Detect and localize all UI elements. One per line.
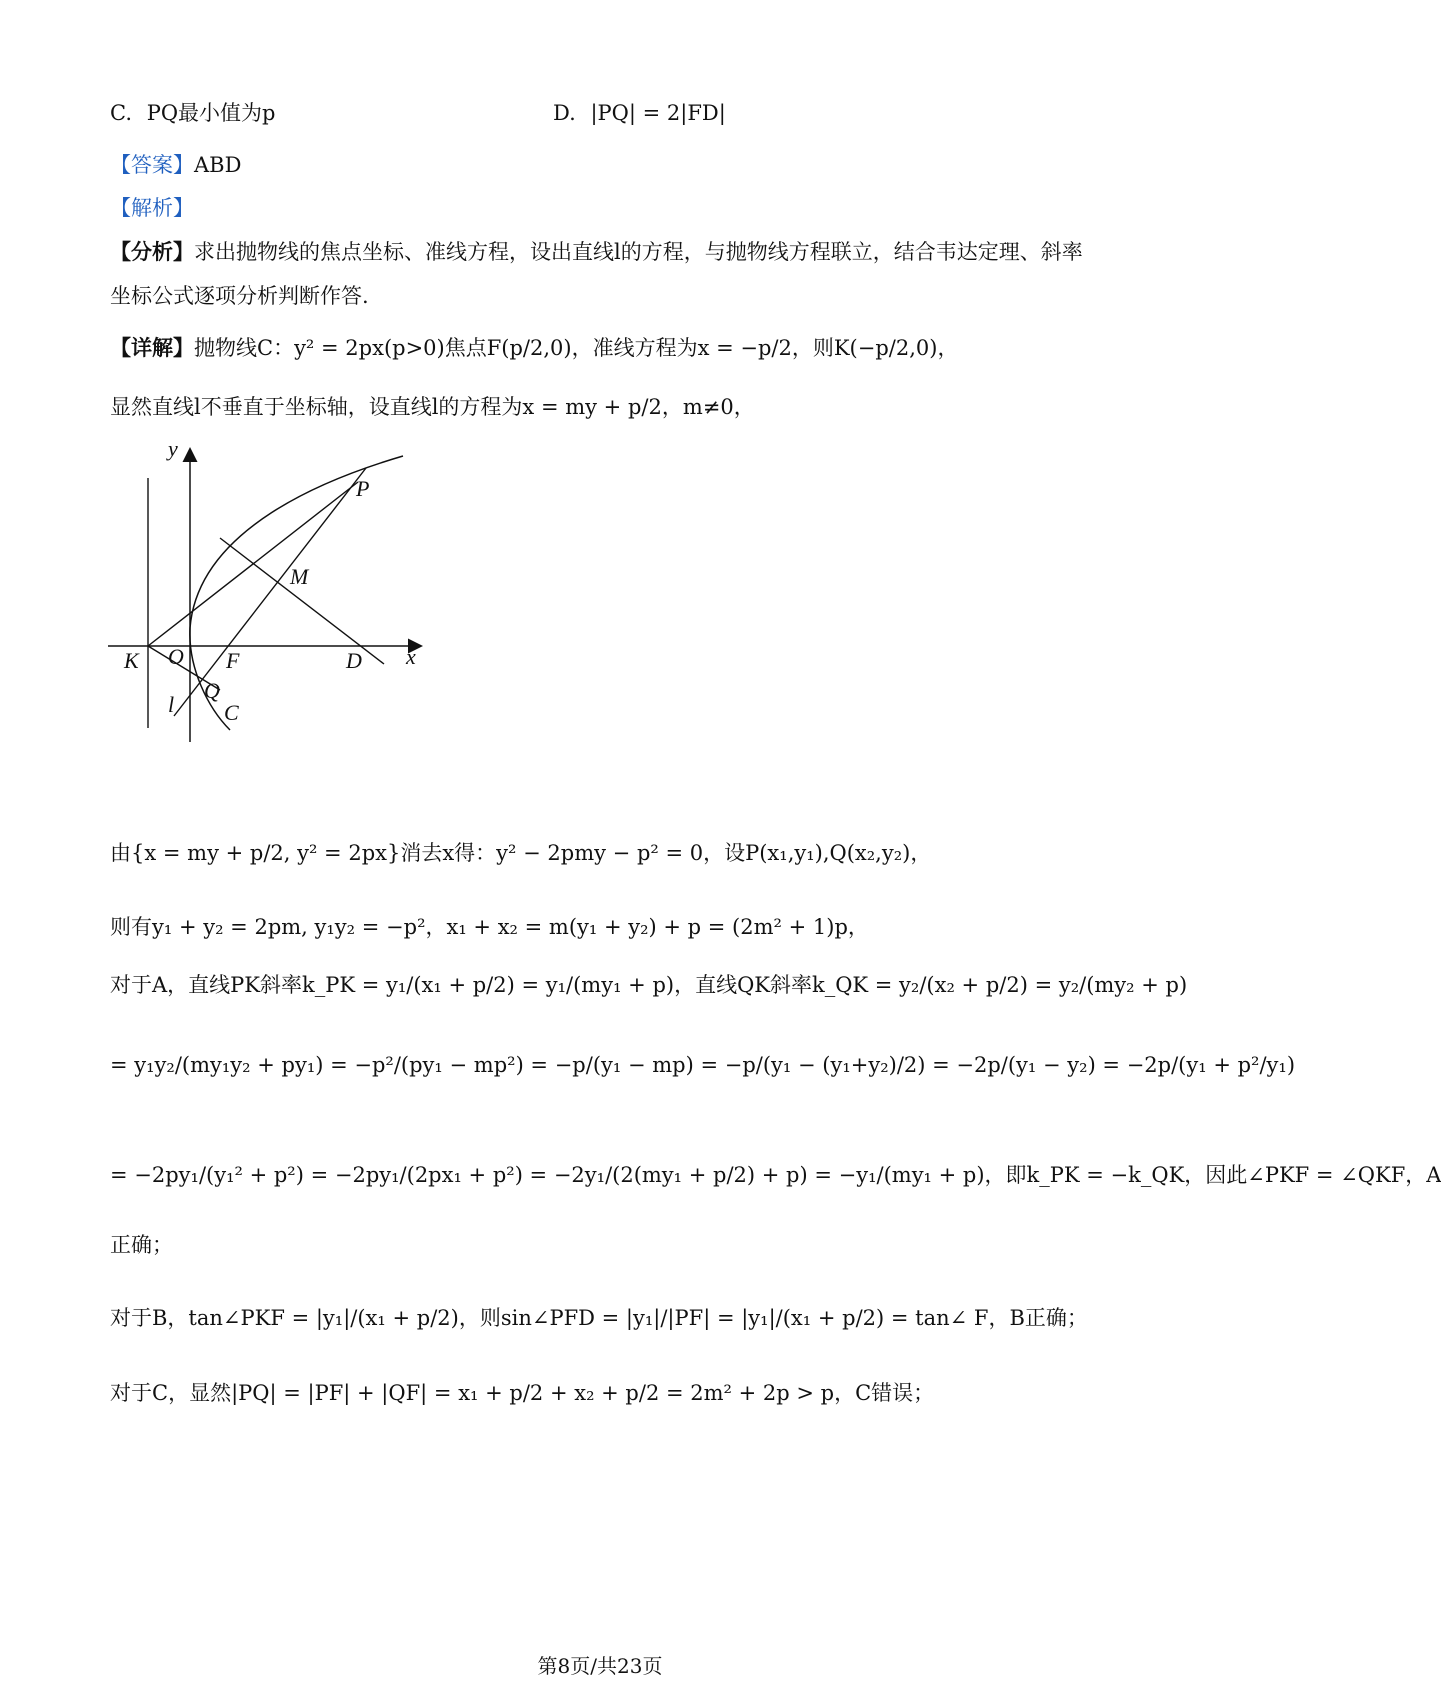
- option-c-label: C.: [110, 101, 132, 125]
- fenxi-text-2: 坐标公式逐项分析判断作答.: [110, 284, 369, 308]
- label-k: K: [124, 648, 139, 673]
- label-d: D: [346, 648, 362, 673]
- detail-system-text: 由{x = my + p/2, y² = 2px}消去x得：y² − 2pmy − p² = 0，设P(x₁,y₁),Q(x₂,y₂)，: [110, 841, 932, 865]
- detail-vieta: [110, 912, 869, 942]
- parabola-figure: [108, 436, 468, 808]
- detail-b-line: [110, 1303, 1088, 1333]
- option-d: [553, 98, 726, 128]
- label-l: l: [168, 692, 175, 717]
- detail-c-text: 对于C，显然|PQ| = |PF| + |QF| = x₁ + p/2 + x₂ + p/2 = 2m² + 2p > p，C错误；: [110, 1381, 935, 1405]
- detail-vieta-text: 则有y₁ + y₂ = 2pm, y₁y₂ = −p²，x₁ + x₂ = m(y₁ + y₂) + p = (2m² + 1)p，: [110, 915, 869, 939]
- detail-a-text-3: = −2py₁/(y₁² + p²) = −2py₁/(2px₁ + p²) = −2y₁/(2(my₁ + p/2) + p) = −y₁/(my₁ + p)，即k_PK = −k_QK，因此∠PKF = ∠QKF，A: [110, 1163, 1441, 1187]
- detail-b-text: 对于B，tan∠PKF = |y₁|/(x₁ + p/2)，则sin∠PFD = |y₁|/|PF| = |y₁|/(x₁ + p/2) = tan∠ F，B正确；: [110, 1306, 1088, 1330]
- detail-line-1: [110, 333, 958, 363]
- detail-line-2: [110, 392, 755, 422]
- analysis-tag: 【解析】: [110, 196, 194, 220]
- detail-a-line-2: [110, 1050, 1295, 1080]
- detail-tag: 【详解】: [110, 335, 194, 360]
- answer-line: [110, 150, 241, 180]
- option-d-label: D.: [553, 101, 576, 125]
- label-x: x: [406, 644, 416, 669]
- parabola-curve: [190, 456, 403, 730]
- label-c: C: [224, 700, 239, 725]
- label-m: M: [290, 564, 309, 589]
- detail-a-line-3: [110, 1160, 1441, 1190]
- label-p: P: [356, 476, 370, 501]
- fenxi-text-1: 求出抛物线的焦点坐标、准线方程，设出直线l的方程，与抛物线方程联立，结合韦达定理、斜率: [194, 240, 1083, 264]
- label-f: F: [226, 648, 240, 673]
- option-d-text: |PQ| = 2|FD|: [590, 101, 726, 125]
- label-q: Q: [204, 678, 220, 703]
- detail-c-line: [110, 1378, 934, 1408]
- detail-system: [110, 838, 931, 868]
- detail-a-line-1: [110, 970, 1187, 1000]
- detail-a-text-1: 对于A，直线PK斜率k_PK = y₁/(x₁ + p/2) = y₁/(my₁ + p)，直线QK斜率k_QK = y₂/(x₂ + p/2) = y₂/(my₂ + p): [110, 973, 1188, 997]
- option-c: [110, 98, 275, 128]
- analysis-line: [110, 193, 194, 223]
- detail-a-line-4: [110, 1230, 173, 1260]
- fenxi-tag: 【分析】: [110, 239, 194, 264]
- label-o: O: [168, 644, 184, 669]
- label-y: y: [168, 436, 178, 461]
- line-md: [220, 538, 384, 664]
- option-c-text: PQ最小值为p: [146, 101, 276, 125]
- detail-a-text-4: 正确；: [110, 1233, 173, 1257]
- answer-tag: 【答案】: [110, 153, 194, 177]
- fenxi-line-1: [110, 237, 1083, 267]
- detail-a-text-2: = y₁y₂/(my₁y₂ + py₁) = −p²/(py₁ − mp²) = −p/(y₁ − mp) = −p/(y₁ − (y₁+y₂)/2) = −2p/(y₁ − y₂) = −2p/(y₁ + p²/y₁): [110, 1053, 1296, 1077]
- detail-text-2: 显然直线l不垂直于坐标轴，设直线l的方程为x = my + p/2，m≠0，: [110, 395, 755, 419]
- detail-text-1: 抛物线C：y² = 2px(p>0)焦点F(p/2,0)，准线方程为x = −p/2，则K(−p/2,0)，: [194, 336, 959, 360]
- page-footer: 第8页/共23页: [537, 1654, 663, 1678]
- answer-value: ABD: [194, 153, 242, 177]
- fenxi-line-2: [110, 281, 369, 311]
